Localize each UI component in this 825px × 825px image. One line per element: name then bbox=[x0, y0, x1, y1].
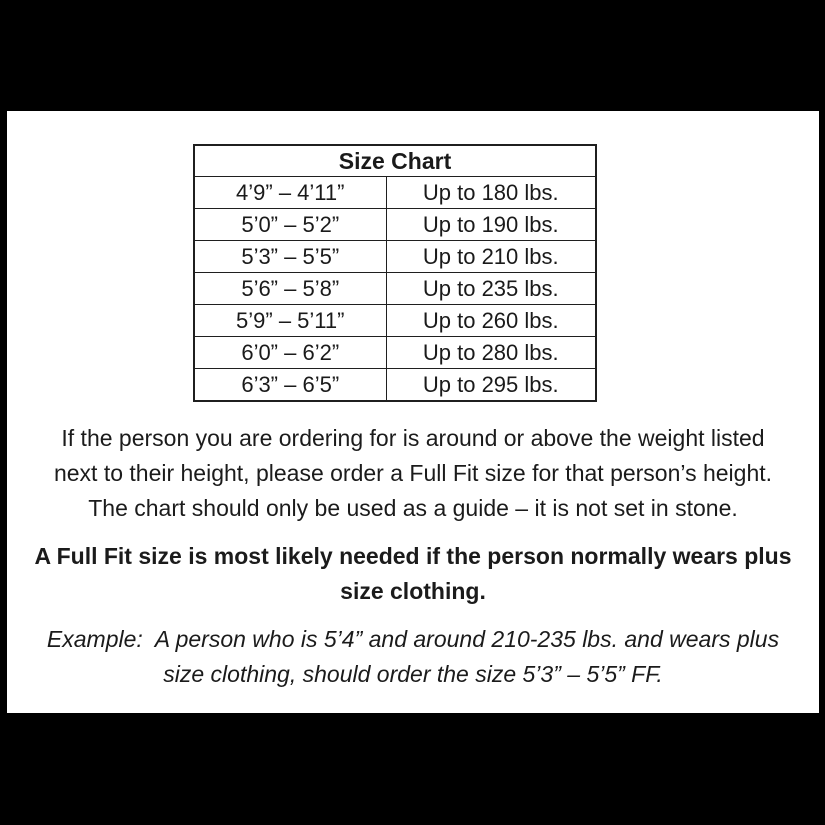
full-fit-line: size clothing. bbox=[340, 578, 486, 604]
guide-line: The chart should only be used as a guide – it is not set in stone. bbox=[88, 495, 738, 521]
table-row bbox=[194, 177, 596, 209]
height-range-cell: 4’9” – 4’11” bbox=[194, 177, 386, 209]
weight-limit-cell: Up to 180 lbs. bbox=[386, 177, 596, 209]
table-row bbox=[194, 273, 596, 305]
guide-line: next to their height, please order a Full Fit size for that person’s height. bbox=[53, 460, 773, 486]
weight-limit-cell: Up to 210 lbs. bbox=[386, 241, 596, 273]
height-range-cell: 6’0” – 6’2” bbox=[194, 337, 386, 369]
size-chart-title: Size Chart bbox=[194, 145, 596, 177]
table-row bbox=[194, 209, 596, 241]
size-chart-table bbox=[193, 144, 597, 402]
weight-limit-cell: Up to 235 lbs. bbox=[386, 273, 596, 305]
height-range-cell: 5’0” – 5’2” bbox=[194, 209, 386, 241]
height-range-cell: 5’9” – 5’11” bbox=[194, 305, 386, 337]
height-range-cell: 6’3” – 6’5” bbox=[194, 369, 386, 402]
example-line: size clothing, should order the size 5’3” – 5’5” FF. bbox=[163, 661, 663, 687]
weight-limit-cell: Up to 190 lbs. bbox=[386, 209, 596, 241]
document-page bbox=[7, 111, 819, 713]
height-range-cell: 5’3” – 5’5” bbox=[194, 241, 386, 273]
example-line: Example: A person who is 5’4” and around 210-235 lbs. and wears plus bbox=[46, 626, 780, 652]
table-row bbox=[194, 369, 596, 402]
table-row bbox=[194, 305, 596, 337]
guide-paragraph bbox=[7, 421, 819, 526]
full-fit-paragraph bbox=[7, 539, 819, 609]
height-range-cell: 5’6” – 5’8” bbox=[194, 273, 386, 305]
size-chart-header-row bbox=[194, 145, 596, 177]
guide-line: If the person you are ordering for is around or above the weight listed bbox=[61, 425, 765, 451]
table-row bbox=[194, 241, 596, 273]
weight-limit-cell: Up to 260 lbs. bbox=[386, 305, 596, 337]
example-paragraph bbox=[7, 622, 819, 692]
table-row bbox=[194, 337, 596, 369]
weight-limit-cell: Up to 280 lbs. bbox=[386, 337, 596, 369]
weight-limit-cell: Up to 295 lbs. bbox=[386, 369, 596, 402]
full-fit-line: A Full Fit size is most likely needed if the person normally wears plus bbox=[34, 543, 792, 569]
